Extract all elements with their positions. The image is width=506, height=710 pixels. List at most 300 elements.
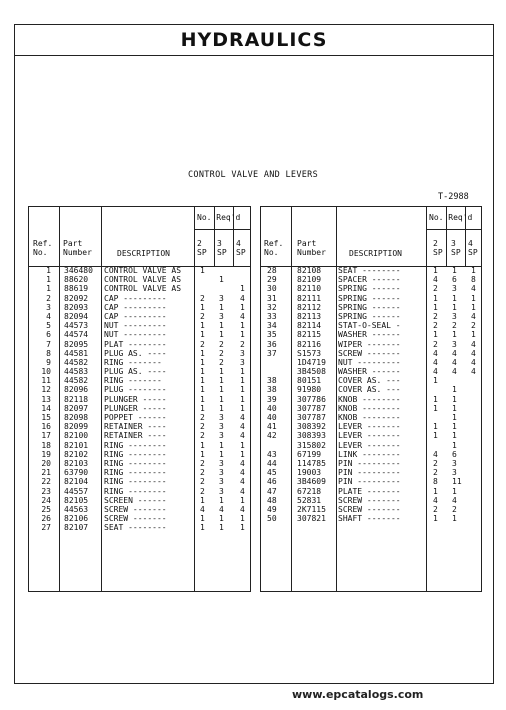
description-cell: NUT --------- xyxy=(338,357,401,367)
table-row xyxy=(261,395,481,404)
part-number-cell: 82113 xyxy=(297,311,322,321)
ref-cell: 11 xyxy=(41,376,51,386)
sp4-qty-cell: 4 xyxy=(240,413,245,422)
ref-header: Ref. No. xyxy=(264,239,284,257)
ref-cell: 50 xyxy=(267,514,277,524)
part-number-cell: 3B4609 xyxy=(297,477,326,487)
sp3-qty-cell: 1 xyxy=(452,302,457,312)
sp3-qty-cell: 4 xyxy=(452,367,457,377)
ref-cell: 33 xyxy=(267,311,277,321)
description-cell: PLUNGER ----- xyxy=(104,394,167,404)
description-cell: WASHER ------ xyxy=(338,367,401,377)
ref-cell: 26 xyxy=(41,514,51,524)
sp4-qty-cell: 4 xyxy=(240,458,245,468)
sp4-qty-cell: 4 xyxy=(240,486,245,496)
description-cell: PLAT -------- xyxy=(104,339,167,349)
table-row xyxy=(29,422,250,431)
sp3-header: 3 SP xyxy=(451,239,461,257)
description-cell: SCREW ------- xyxy=(338,348,401,358)
part-number-cell: 82106 xyxy=(64,514,89,524)
sp3-qty-cell: 1 xyxy=(452,422,457,432)
ref-cell: 7 xyxy=(46,339,51,349)
table-row xyxy=(261,340,481,349)
sp2-qty-cell: 2 xyxy=(200,339,205,349)
section-subtitle: CONTROL VALVE AND LEVERS xyxy=(187,170,319,180)
description-cell: CAP --------- xyxy=(104,311,167,321)
title-bar xyxy=(14,24,494,56)
part-number-cell: 82107 xyxy=(64,523,89,533)
description-cell: LEVER ------- xyxy=(338,440,401,450)
table-row xyxy=(261,385,481,394)
sp2-qty-cell: 4 xyxy=(200,504,205,514)
ref-cell: 18 xyxy=(41,440,51,450)
ref-cell: 28 xyxy=(267,266,277,275)
ref-cell: 13 xyxy=(41,394,51,404)
sp4-qty-cell: 4 xyxy=(471,357,476,367)
part-number-cell: 44581 xyxy=(64,348,89,358)
part-number-cell: 308393 xyxy=(297,431,326,441)
part-number-cell: 3B4508 xyxy=(297,367,326,377)
sp2-qty-cell: 1 xyxy=(200,330,205,340)
ref-cell: 49 xyxy=(267,504,277,514)
req-header: No. Req'd xyxy=(197,213,241,222)
ref-cell: 38 xyxy=(267,376,277,386)
ref-cell: 44 xyxy=(267,458,277,468)
ref-cell: 12 xyxy=(41,385,51,395)
description-cell: RING ------- xyxy=(104,376,162,386)
sp4-qty-cell: 3 xyxy=(240,348,245,358)
sp4-qty-cell: 1 xyxy=(240,321,245,331)
sp3-qty-cell: 3 xyxy=(452,468,457,478)
ref-cell: 32 xyxy=(267,302,277,312)
sp3-qty-cell: 1 xyxy=(452,413,457,422)
description-cell: LINK -------- xyxy=(338,449,401,459)
sp2-qty-cell: 1 xyxy=(433,403,438,413)
sp4-qty-cell: 4 xyxy=(240,311,245,321)
table-row xyxy=(261,367,481,376)
description-cell: KNOB -------- xyxy=(338,394,401,404)
drawing-number: T-2988 xyxy=(438,192,469,202)
table-row xyxy=(261,441,481,450)
ref-cell: 27 xyxy=(41,523,51,533)
ref-cell: 1 xyxy=(46,284,51,294)
sp3-qty-cell: 1 xyxy=(219,495,224,505)
sp2-qty-cell: 1 xyxy=(433,376,438,386)
ref-cell: 25 xyxy=(41,504,51,514)
table-row xyxy=(261,321,481,330)
description-cell: PIN --------- xyxy=(338,468,401,478)
sp2-qty-cell: 1 xyxy=(200,357,205,367)
sp3-qty-cell: 1 xyxy=(219,449,224,459)
table-row xyxy=(29,275,250,284)
sp2-qty-cell: 2 xyxy=(200,477,205,487)
sp4-qty-cell: 1 xyxy=(240,385,245,395)
ref-cell: 36 xyxy=(267,339,277,349)
table-row xyxy=(261,349,481,358)
sp3-qty-cell: 3 xyxy=(219,422,224,432)
sp3-qty-cell: 4 xyxy=(452,495,457,505)
part-header: Part Number xyxy=(297,239,326,257)
description-cell: SEAT -------- xyxy=(104,523,167,533)
part-number-cell: 82114 xyxy=(297,321,322,331)
part-number-cell: 44557 xyxy=(64,486,89,496)
sp2-qty-cell: 2 xyxy=(200,311,205,321)
table-row xyxy=(29,385,250,394)
sp2-qty-cell: 2 xyxy=(433,284,438,294)
footer-url: www.epcatalogs.com xyxy=(292,688,424,701)
sp3-qty-cell: 2 xyxy=(219,357,224,367)
ref-cell: 5 xyxy=(46,321,51,331)
part-number-cell: 82105 xyxy=(64,495,89,505)
ref-cell: 29 xyxy=(267,275,277,285)
description-cell: RING -------- xyxy=(104,440,167,450)
description-header: DESCRIPTION xyxy=(117,249,170,258)
ref-cell: 6 xyxy=(46,330,51,340)
ref-cell: 14 xyxy=(41,403,51,413)
sp3-qty-cell: 1 xyxy=(452,330,457,340)
sp2-qty-cell: 4 xyxy=(433,495,438,505)
part-number-cell: 307786 xyxy=(297,394,326,404)
part-number-cell: 44573 xyxy=(64,321,89,331)
sp3-qty-cell: 1 xyxy=(219,275,224,285)
sp3-qty-cell: 1 xyxy=(452,440,457,450)
ref-header: Ref. No. xyxy=(33,239,53,257)
description-cell: RING ------- xyxy=(104,357,162,367)
sp3-qty-cell: 1 xyxy=(452,403,457,413)
description-cell: SCREW ------- xyxy=(338,504,401,514)
sp2-qty-cell: 2 xyxy=(200,422,205,432)
part-number-cell: 82111 xyxy=(297,293,322,303)
description-header: DESCRIPTION xyxy=(349,249,402,258)
description-cell: SCREW ------- xyxy=(338,495,401,505)
sp3-qty-cell: 3 xyxy=(452,311,457,321)
table-row xyxy=(261,266,481,275)
sp2-qty-cell: 1 xyxy=(200,523,205,533)
table-row xyxy=(261,487,481,496)
sp4-qty-cell: 1 xyxy=(240,302,245,312)
ref-cell: 46 xyxy=(267,477,277,487)
description-cell: WASHER ------ xyxy=(338,330,401,340)
parts-table-right xyxy=(260,206,482,592)
table-row xyxy=(29,312,250,321)
sp3-qty-cell: 1 xyxy=(219,385,224,395)
sp4-qty-cell: 1 xyxy=(471,293,476,303)
description-cell: SPACER ------ xyxy=(338,275,401,285)
sp4-header: 4 SP xyxy=(236,239,246,257)
ref-cell: 9 xyxy=(46,357,51,367)
table-row xyxy=(29,477,250,486)
ref-cell: 1 xyxy=(46,266,51,275)
ref-cell: 22 xyxy=(41,477,51,487)
sp3-qty-cell: 1 xyxy=(452,486,457,496)
part-number-cell: 114785 xyxy=(297,458,326,468)
sp4-qty-cell: 1 xyxy=(240,367,245,377)
ref-cell: 21 xyxy=(41,468,51,478)
part-number-cell: 307787 xyxy=(297,403,326,413)
ref-cell: 19 xyxy=(41,449,51,459)
part-number-cell: 80151 xyxy=(297,376,322,386)
sp4-qty-cell: 1 xyxy=(240,495,245,505)
description-cell: COVER AS. --- xyxy=(338,376,401,386)
sp3-qty-cell: 3 xyxy=(219,293,224,303)
sp2-qty-cell: 1 xyxy=(433,431,438,441)
left-rows xyxy=(29,266,250,532)
ref-cell: 37 xyxy=(267,348,277,358)
sp4-qty-cell: 1 xyxy=(240,403,245,413)
page-title: HYDRAULICS xyxy=(180,28,328,51)
table-row xyxy=(29,487,250,496)
sp2-qty-cell: 1 xyxy=(433,486,438,496)
ref-cell: 20 xyxy=(41,458,51,468)
table-row xyxy=(261,459,481,468)
part-number-cell: 67218 xyxy=(297,486,322,496)
sp4-qty-cell: 1 xyxy=(240,284,245,294)
table-row xyxy=(261,275,481,284)
ref-cell: 4 xyxy=(46,311,51,321)
table-row xyxy=(29,340,250,349)
sp4-qty-cell: 1 xyxy=(471,330,476,340)
table-row xyxy=(261,294,481,303)
ref-cell: 48 xyxy=(267,495,277,505)
description-cell: SCREW ------- xyxy=(104,514,167,524)
sp2-qty-cell: 2 xyxy=(433,458,438,468)
table-row xyxy=(29,496,250,505)
sp3-header: 3 SP xyxy=(217,239,227,257)
ref-cell: 34 xyxy=(267,321,277,331)
sp3-qty-cell: 3 xyxy=(219,413,224,422)
sp2-qty-cell: 1 xyxy=(433,514,438,524)
table-row xyxy=(261,431,481,440)
sp4-qty-cell: 1 xyxy=(240,449,245,459)
table-row xyxy=(29,505,250,514)
sp3-qty-cell: 3 xyxy=(219,431,224,441)
part-number-cell: 82103 xyxy=(64,458,89,468)
ref-cell: 40 xyxy=(267,403,277,413)
part-number-cell: 82100 xyxy=(64,431,89,441)
sp3-qty-cell: 2 xyxy=(219,348,224,358)
part-number-cell: 346480 xyxy=(64,266,93,275)
sp2-qty-cell: 2 xyxy=(433,311,438,321)
sp2-qty-cell: 4 xyxy=(433,275,438,285)
sp2-qty-cell: 1 xyxy=(200,367,205,377)
description-cell: KNOB -------- xyxy=(338,413,401,422)
description-cell: PIN --------- xyxy=(338,477,401,487)
sp3-qty-cell: 6 xyxy=(452,449,457,459)
table-row xyxy=(261,468,481,477)
description-cell: NUT --------- xyxy=(104,321,167,331)
sp4-qty-cell: 1 xyxy=(471,266,476,275)
sp2-qty-cell: 4 xyxy=(433,348,438,358)
table-row xyxy=(261,413,481,422)
sp2-qty-cell: 2 xyxy=(200,468,205,478)
ref-cell: 39 xyxy=(267,394,277,404)
sp3-qty-cell: 11 xyxy=(452,477,462,487)
table-row xyxy=(29,514,250,523)
sp4-qty-cell: 1 xyxy=(240,330,245,340)
table-row xyxy=(29,367,250,376)
sp3-qty-cell: 4 xyxy=(452,348,457,358)
sp2-qty-cell: 1 xyxy=(200,514,205,524)
sp4-qty-cell: 3 xyxy=(240,357,245,367)
description-cell: LEVER ------- xyxy=(338,422,401,432)
sp3-qty-cell: 6 xyxy=(452,275,457,285)
sp3-qty-cell: 1 xyxy=(452,266,457,275)
part-number-cell: 82094 xyxy=(64,311,89,321)
ref-cell: 24 xyxy=(41,495,51,505)
table-row xyxy=(29,303,250,312)
sp2-qty-cell: 1 xyxy=(200,440,205,450)
table-row xyxy=(29,358,250,367)
part-number-cell: 82102 xyxy=(64,449,89,459)
part-number-cell: 82097 xyxy=(64,403,89,413)
table-row xyxy=(261,303,481,312)
description-cell: SCREW ------- xyxy=(104,504,167,514)
sp3-qty-cell: 1 xyxy=(452,394,457,404)
description-cell: STAT-O-SEAL - xyxy=(338,321,401,331)
part-number-cell: 82099 xyxy=(64,422,89,432)
table-row xyxy=(29,468,250,477)
ref-cell: 47 xyxy=(267,486,277,496)
part-number-cell: 2K7115 xyxy=(297,504,326,514)
ref-cell: 15 xyxy=(41,413,51,422)
description-cell: PLUG AS. ---- xyxy=(104,348,167,358)
sp2-qty-cell: 8 xyxy=(433,477,438,487)
table-row xyxy=(29,441,250,450)
sp4-qty-cell: 4 xyxy=(240,431,245,441)
ref-cell: 45 xyxy=(267,468,277,478)
right-rows xyxy=(261,266,481,523)
description-cell: CAP --------- xyxy=(104,293,167,303)
sp4-qty-cell: 1 xyxy=(240,514,245,524)
ref-cell: 23 xyxy=(41,486,51,496)
table-row xyxy=(29,404,250,413)
table-row xyxy=(261,330,481,339)
part-header: Part Number xyxy=(63,239,92,257)
description-cell: CONTROL VALVE AS xyxy=(104,275,182,285)
part-number-cell: 88620 xyxy=(64,275,89,285)
sp3-qty-cell: 1 xyxy=(219,440,224,450)
sp2-qty-cell: 2 xyxy=(200,413,205,422)
part-number-cell: 82110 xyxy=(297,284,322,294)
description-cell: KNOB -------- xyxy=(338,403,401,413)
sp3-qty-cell: 1 xyxy=(452,431,457,441)
part-number-cell: 82101 xyxy=(64,440,89,450)
description-cell: SPRING ------ xyxy=(338,293,401,303)
description-cell: PLUG AS. ---- xyxy=(104,367,167,377)
sp2-qty-cell: 2 xyxy=(433,339,438,349)
ref-cell: 35 xyxy=(267,330,277,340)
sp4-qty-cell: 2 xyxy=(471,321,476,331)
table-row xyxy=(261,450,481,459)
sp3-qty-cell: 2 xyxy=(219,339,224,349)
sp2-qty-cell: 2 xyxy=(200,458,205,468)
description-cell: RING -------- xyxy=(104,458,167,468)
sp2-header: 2 SP xyxy=(433,239,443,257)
description-cell: POPPET ------ xyxy=(104,413,167,422)
sp3-qty-cell: 3 xyxy=(219,468,224,478)
sp2-qty-cell: 1 xyxy=(433,302,438,312)
part-number-cell: 82108 xyxy=(297,266,322,275)
ref-cell: 30 xyxy=(267,284,277,294)
ref-cell: 3 xyxy=(46,302,51,312)
table-row xyxy=(29,413,250,422)
part-number-cell: S1573 xyxy=(297,348,322,358)
sp2-qty-cell: 1 xyxy=(200,376,205,386)
description-cell: CONTROL VALVE AS xyxy=(104,266,182,275)
sp3-qty-cell: 1 xyxy=(219,367,224,377)
table-row xyxy=(261,514,481,523)
sp4-qty-cell: 1 xyxy=(240,376,245,386)
ref-cell: 31 xyxy=(267,293,277,303)
sp2-qty-cell: 1 xyxy=(200,495,205,505)
sp2-qty-cell: 2 xyxy=(433,504,438,514)
sp2-qty-cell: 1 xyxy=(433,293,438,303)
sp2-qty-cell: 2 xyxy=(200,431,205,441)
table-row xyxy=(261,404,481,413)
sp4-qty-cell: 4 xyxy=(471,348,476,358)
description-cell: RETAINER ---- xyxy=(104,431,167,441)
table-row xyxy=(29,349,250,358)
sp4-header: 4 SP xyxy=(468,239,478,257)
sp4-qty-cell: 4 xyxy=(471,284,476,294)
part-number-cell: 82092 xyxy=(64,293,89,303)
sp3-qty-cell: 1 xyxy=(219,523,224,533)
description-cell: SPRING ------ xyxy=(338,284,401,294)
description-cell: CAP --------- xyxy=(104,302,167,312)
sp2-qty-cell: 1 xyxy=(200,266,205,275)
sp3-qty-cell: 4 xyxy=(219,504,224,514)
part-number-cell: 308392 xyxy=(297,422,326,432)
ref-cell: 2 xyxy=(46,293,51,303)
description-cell: WIPER ------- xyxy=(338,339,401,349)
description-cell: PLUNGER ----- xyxy=(104,403,167,413)
sp2-qty-cell: 1 xyxy=(200,394,205,404)
table-row xyxy=(261,358,481,367)
part-number-cell: 82116 xyxy=(297,339,322,349)
sp3-qty-cell: 2 xyxy=(452,321,457,331)
sp3-qty-cell: 1 xyxy=(452,514,457,524)
part-number-cell: 82096 xyxy=(64,385,89,395)
sp2-qty-cell: 4 xyxy=(433,449,438,459)
sp2-qty-cell: 1 xyxy=(200,321,205,331)
sp3-qty-cell: 4 xyxy=(452,357,457,367)
sp2-qty-cell: 1 xyxy=(200,403,205,413)
table-row xyxy=(29,294,250,303)
sp3-qty-cell: 1 xyxy=(219,394,224,404)
sp2-qty-cell: 2 xyxy=(200,486,205,496)
part-number-cell: 1D4719 xyxy=(297,357,326,367)
sp2-qty-cell: 2 xyxy=(433,321,438,331)
part-number-cell: 44582 xyxy=(64,376,89,386)
sp2-qty-cell: 2 xyxy=(433,468,438,478)
table-row xyxy=(29,284,250,293)
table-row xyxy=(29,376,250,385)
table-row xyxy=(261,477,481,486)
part-number-cell: 82118 xyxy=(64,394,89,404)
part-number-cell: 307821 xyxy=(297,514,326,524)
description-cell: PLATE ------- xyxy=(338,486,401,496)
sp4-qty-cell: 4 xyxy=(471,367,476,377)
sp3-qty-cell: 1 xyxy=(219,514,224,524)
part-number-cell: 91980 xyxy=(297,385,322,395)
sp3-qty-cell: 1 xyxy=(219,321,224,331)
description-cell: SEAT -------- xyxy=(338,266,401,275)
ref-cell: 16 xyxy=(41,422,51,432)
ref-cell: 40 xyxy=(267,413,277,422)
description-cell: PLUG -------- xyxy=(104,385,167,395)
sp3-qty-cell: 1 xyxy=(452,385,457,395)
part-number-cell: 82115 xyxy=(297,330,322,340)
